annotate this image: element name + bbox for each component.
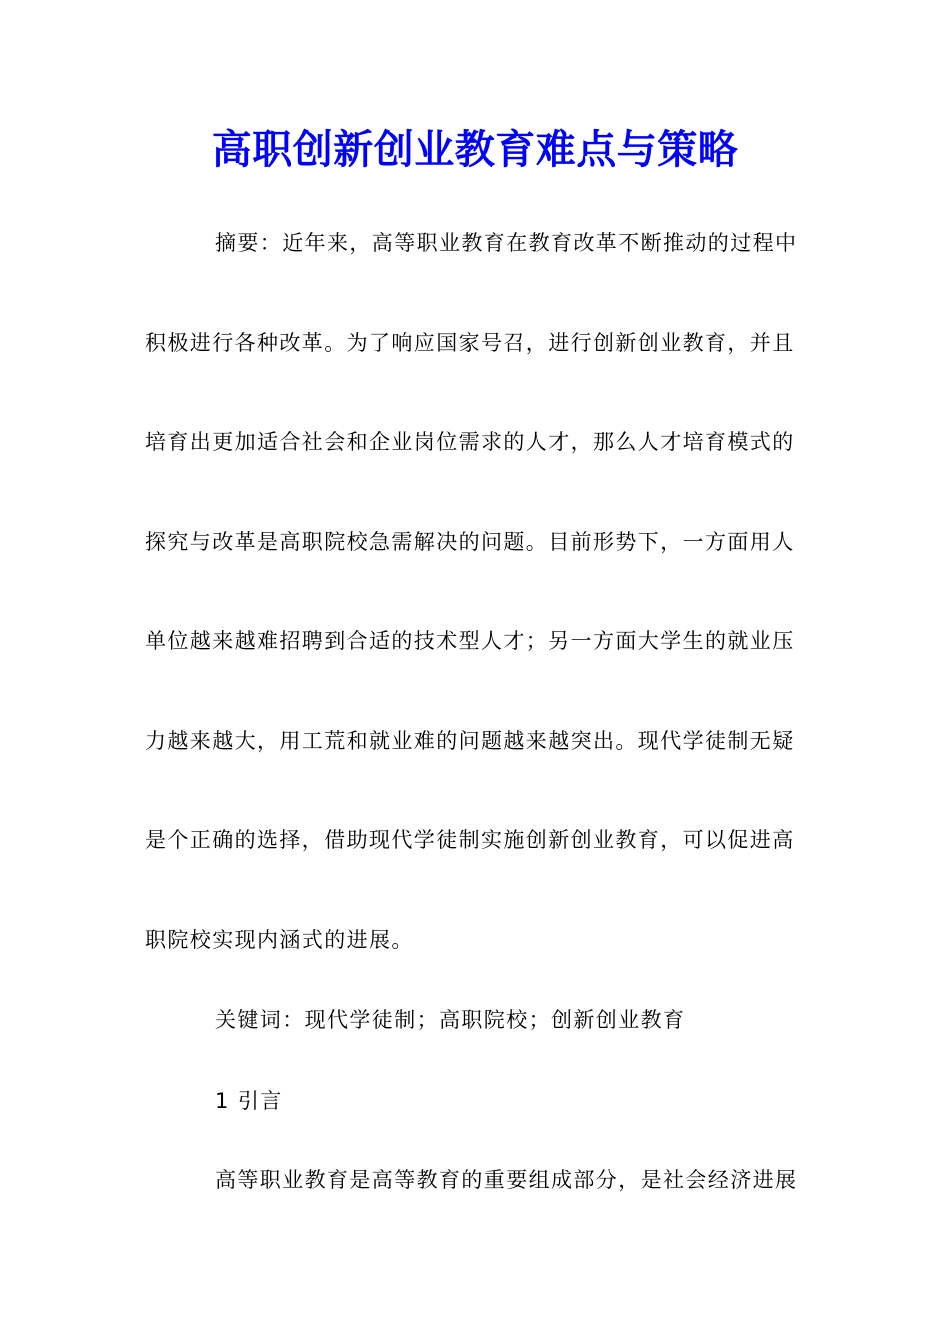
abstract-line-7: 是个正确的选择，借助现代学徒制实施创新创业教育，可以促进高 (145, 828, 795, 852)
section-heading: 1 引言 (215, 1089, 283, 1113)
document-title: 高职创新创业教育难点与策略 (211, 126, 739, 173)
abstract-line-6: 力越来越大，用工荒和就业难的问题越来越突出。现代学徒制无疑 (145, 729, 795, 753)
abstract-line-2: 积极进行各种改革。为了响应国家号召，进行创新创业教育，并且 (145, 331, 795, 355)
abstract-line-1: 摘要：近年来，高等职业教育在教育改革不断推动的过程中 (215, 231, 798, 255)
abstract-line-5: 单位越来越难招聘到合适的技术型人才；另一方面大学生的就业压 (145, 629, 795, 653)
abstract-line-8: 职院校实现内涵式的进展。 (145, 928, 414, 952)
abstract-line-4: 探究与改革是高职院校急需解决的问题。目前形势下，一方面用人 (145, 530, 795, 554)
abstract-line-3: 培育出更加适合社会和企业岗位需求的人才，那么人才培育模式的 (145, 430, 795, 454)
keywords-line: 关键词：现代学徒制；高职院校；创新创业教育 (215, 1008, 686, 1032)
intro-line-1: 高等职业教育是高等教育的重要组成部分，是社会经济进展 (215, 1168, 798, 1192)
